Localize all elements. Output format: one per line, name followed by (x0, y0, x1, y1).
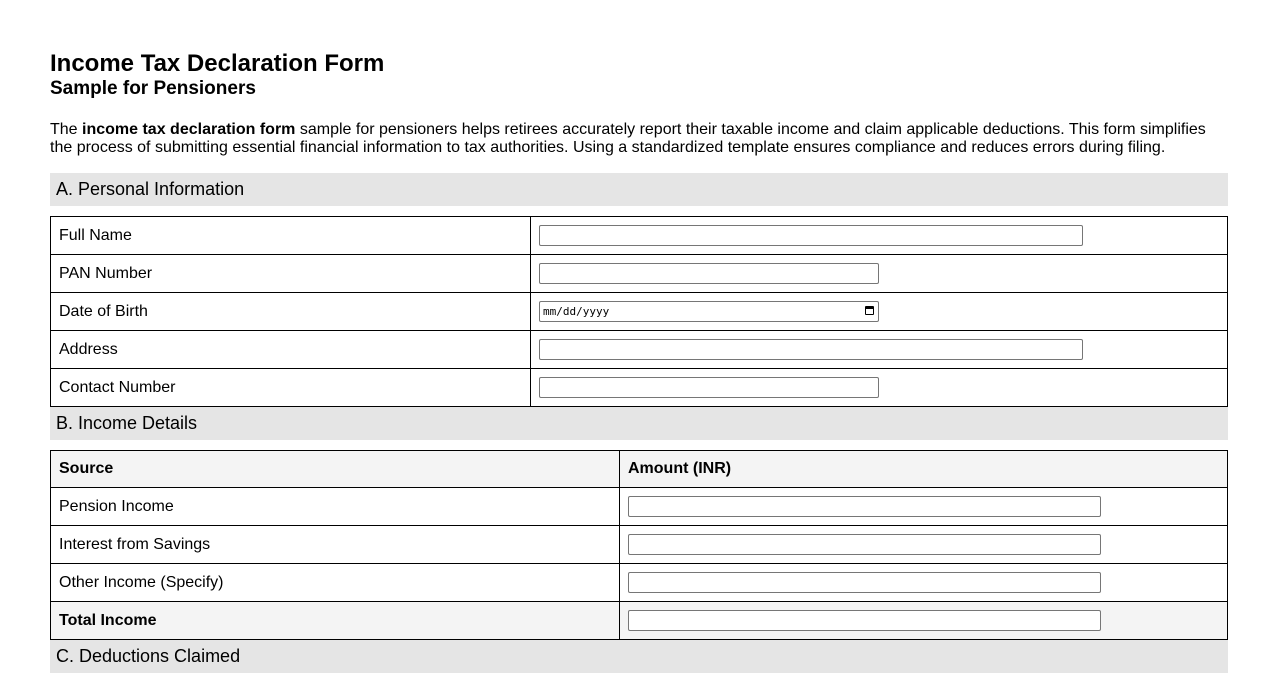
field-label: Address (51, 331, 531, 369)
field-label: Date of Birth (51, 293, 531, 331)
section-heading-income: B. Income Details (50, 407, 1228, 440)
table-row (51, 255, 1228, 293)
date-placeholder: mm/dd/yyyy (543, 305, 610, 318)
total-row (51, 602, 1228, 640)
table-header-row (51, 451, 1228, 488)
field-label: PAN Number (51, 255, 531, 293)
total-income-input[interactable] (628, 610, 1101, 631)
table-row (51, 526, 1228, 564)
table-row (51, 564, 1228, 602)
personal-info-table (50, 216, 1228, 407)
address-input[interactable] (539, 339, 1083, 360)
intro-bold-text: income tax declaration form (82, 121, 296, 138)
full-name-input[interactable] (539, 225, 1083, 246)
table-row (51, 217, 1228, 255)
date-of-birth-input[interactable] (539, 301, 879, 322)
calendar-icon[interactable] (865, 306, 874, 315)
column-header-amount: Amount (INR) (620, 451, 1228, 488)
field-label: Full Name (51, 217, 531, 255)
interest-savings-input[interactable] (628, 534, 1101, 555)
table-row (51, 369, 1228, 407)
pension-income-input[interactable] (628, 496, 1101, 517)
intro-text: The (50, 121, 83, 138)
page-title: Income Tax Declaration Form (50, 50, 385, 77)
table-row (51, 331, 1228, 369)
contact-number-input[interactable] (539, 377, 879, 398)
other-income-input[interactable] (628, 572, 1101, 593)
intro-text-rest: sample for pensioners helps retirees accurately report their taxable income and claim applicable deductions. This form simplifies the process of submitting essential financial information to tax authorities. Using a standardized template ensures compliance and reduces errors during filing. (50, 121, 1206, 156)
section-heading-personal: A. Personal Information (50, 173, 1228, 206)
income-table (50, 450, 1228, 640)
column-header-source: Source (51, 451, 620, 488)
income-source-label: Other Income (Specify) (51, 564, 620, 602)
table-row (51, 488, 1228, 526)
income-source-label: Interest from Savings (51, 526, 620, 564)
total-income-label: Total Income (51, 602, 620, 640)
table-row (51, 293, 1228, 331)
section-heading-deductions: C. Deductions Claimed (50, 640, 1228, 673)
income-source-label: Pension Income (51, 488, 620, 526)
field-label: Contact Number (51, 369, 531, 407)
page-subtitle: Sample for Pensioners (50, 78, 256, 99)
intro-paragraph (50, 121, 1228, 157)
pan-number-input[interactable] (539, 263, 879, 284)
